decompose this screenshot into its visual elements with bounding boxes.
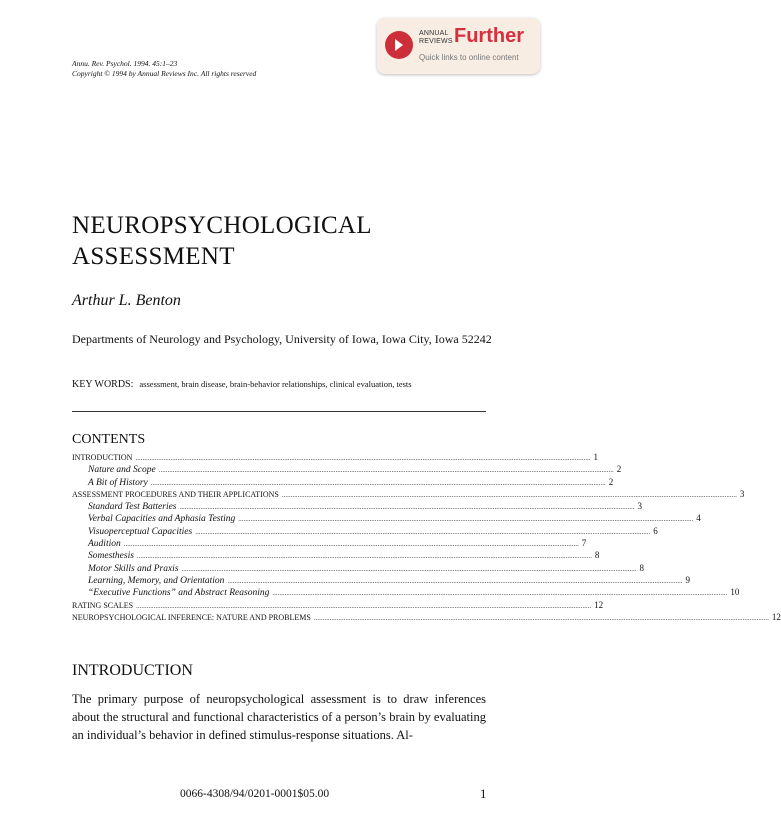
further-logo-icon [385, 31, 413, 59]
annual-reviews-label: ANNUAL REVIEWS [419, 30, 453, 45]
author-affiliation: Departments of Neurology and Psychology, University of Iowa, Iowa City, Iowa 52242 [72, 332, 492, 346]
toc-entry-title: Visuoperceptual Capacities [88, 526, 193, 537]
toc-leader-dots: .................................................................................................................................................................................................................................................................... [195, 527, 651, 536]
section-heading: INTRODUCTION [72, 662, 193, 679]
toc-entry-title: NEUROPSYCHOLOGICAL INFERENCE: NATURE AND PROBLEMS [72, 612, 311, 622]
toc-entry-page: 8 [594, 550, 600, 561]
author-name: Arthur L. Benton [72, 292, 181, 309]
copyright: Copyright © 1994 by Annual Reviews Inc. All rights reserved [72, 69, 257, 78]
annual-reviews-further-badge[interactable] [377, 18, 540, 74]
body-paragraph: The primary purpose of neuropsychological assessment is to draw inferences about the structural and functional characteristics of a person’s brain by evaluating an individual’s behavior in defined stimulus-response situations. Al- [72, 692, 486, 742]
toc-entry-page: 12 [594, 599, 604, 610]
toc-entry-title: Motor Skills and Praxis [88, 563, 179, 574]
toc-entry-page: 7 [581, 538, 587, 549]
divider [72, 411, 486, 412]
toc-entry-title: Verbal Capacities and Aphasia Testing [88, 514, 236, 525]
article-code: 0066-4308/94/0201-0001$05.00 [180, 788, 330, 800]
journal-header [72, 59, 256, 79]
toc-leader-dots: .................................................................................................................................................................................................................................................................... [238, 515, 694, 524]
keywords-value: assessment, brain disease, brain-behavior relationships, clinical evaluation, tests [139, 379, 412, 389]
article-title [72, 210, 392, 272]
toc-leader-dots: .................................................................................................................................................................................................................................................................... [123, 540, 579, 549]
toc-leader-dots: .................................................................................................................................................................................................................................................................... [181, 564, 637, 573]
toc-entry[interactable] [72, 599, 604, 611]
toc-entry[interactable] [72, 488, 745, 500]
toc-leader-dots: .................................................................................................................................................................................................................................................................... [150, 478, 606, 487]
toc-entry[interactable] [72, 549, 600, 562]
toc-entry-page: 2 [608, 476, 614, 487]
toc-entry[interactable] [72, 500, 642, 513]
toc-entry[interactable] [72, 586, 740, 599]
toc-entry-page: 12 [771, 611, 781, 622]
toc-leader-dots: .................................................................................................................................................................................................................................................................... [313, 613, 769, 622]
toc-entry-page: 2 [616, 464, 622, 475]
table-of-contents [72, 451, 781, 623]
contents-heading: CONTENTS [72, 432, 146, 447]
toc-entry-page: 4 [696, 513, 701, 524]
toc-leader-dots: .................................................................................................................................................................................................................................................................... [136, 601, 592, 610]
toc-entry[interactable] [72, 537, 587, 550]
toc-leader-dots: .................................................................................................................................................................................................................................................................... [135, 454, 591, 462]
toc-entry-title: ASSESSMENT PROCEDURES AND THEIR APPLICATIONS [72, 489, 279, 499]
toc-leader-dots: .................................................................................................................................................................................................................................................................... [272, 589, 728, 598]
toc-entry-title: Audition [88, 539, 121, 550]
toc-entry-title: Somesthesis [88, 551, 134, 562]
page-number: 1 [480, 786, 487, 801]
toc-entry-title: A Bit of History [88, 477, 148, 488]
toc-entry[interactable] [72, 463, 622, 476]
toc-entry-page: 8 [639, 562, 645, 573]
toc-leader-dots: .................................................................................................................................................................................................................................................................... [158, 466, 614, 475]
toc-entry[interactable] [72, 451, 598, 463]
further-label: Further [454, 25, 524, 47]
toc-entry-page: 3 [739, 488, 745, 499]
toc-entry[interactable] [72, 611, 781, 623]
toc-entry-page: 9 [685, 574, 690, 585]
keywords [72, 379, 412, 390]
citation: Annu. Rev. Psychol. 1994. 45:1–23 [72, 59, 178, 68]
toc-entry-title: “Executive Functions” and Abstract Reasoning [88, 588, 270, 599]
keywords-label: KEY WORDS: [72, 379, 134, 390]
toc-entry[interactable] [72, 512, 701, 525]
toc-leader-dots: .................................................................................................................................................................................................................................................................... [179, 503, 635, 512]
toc-leader-dots: .................................................................................................................................................................................................................................................................... [281, 490, 737, 499]
toc-entry-title: INTRODUCTION [72, 453, 133, 462]
toc-entry-title: Standard Test Batteries [88, 502, 177, 513]
toc-leader-dots: .................................................................................................................................................................................................................................................................... [227, 576, 683, 585]
quick-links-label: Quick links to online content [419, 53, 519, 62]
toc-entry-page: 6 [653, 525, 658, 536]
toc-entry[interactable] [72, 562, 645, 574]
toc-leader-dots: .................................................................................................................................................................................................................................................................... [136, 552, 592, 561]
toc-entry-title: RATING SCALES [72, 600, 134, 610]
toc-entry-page: 10 [730, 587, 740, 598]
toc-entry[interactable] [72, 574, 690, 586]
toc-entry[interactable] [72, 525, 658, 537]
title-text: NEUROPSYCHOLOGICAL ASSESSMENT [72, 212, 371, 270]
toc-entry[interactable] [72, 476, 614, 488]
toc-entry-title: Learning, Memory, and Orientation [88, 575, 225, 586]
toc-entry-page: 1 [593, 452, 598, 462]
toc-entry-title: Nature and Scope [88, 465, 156, 476]
toc-entry-page: 3 [637, 501, 642, 512]
